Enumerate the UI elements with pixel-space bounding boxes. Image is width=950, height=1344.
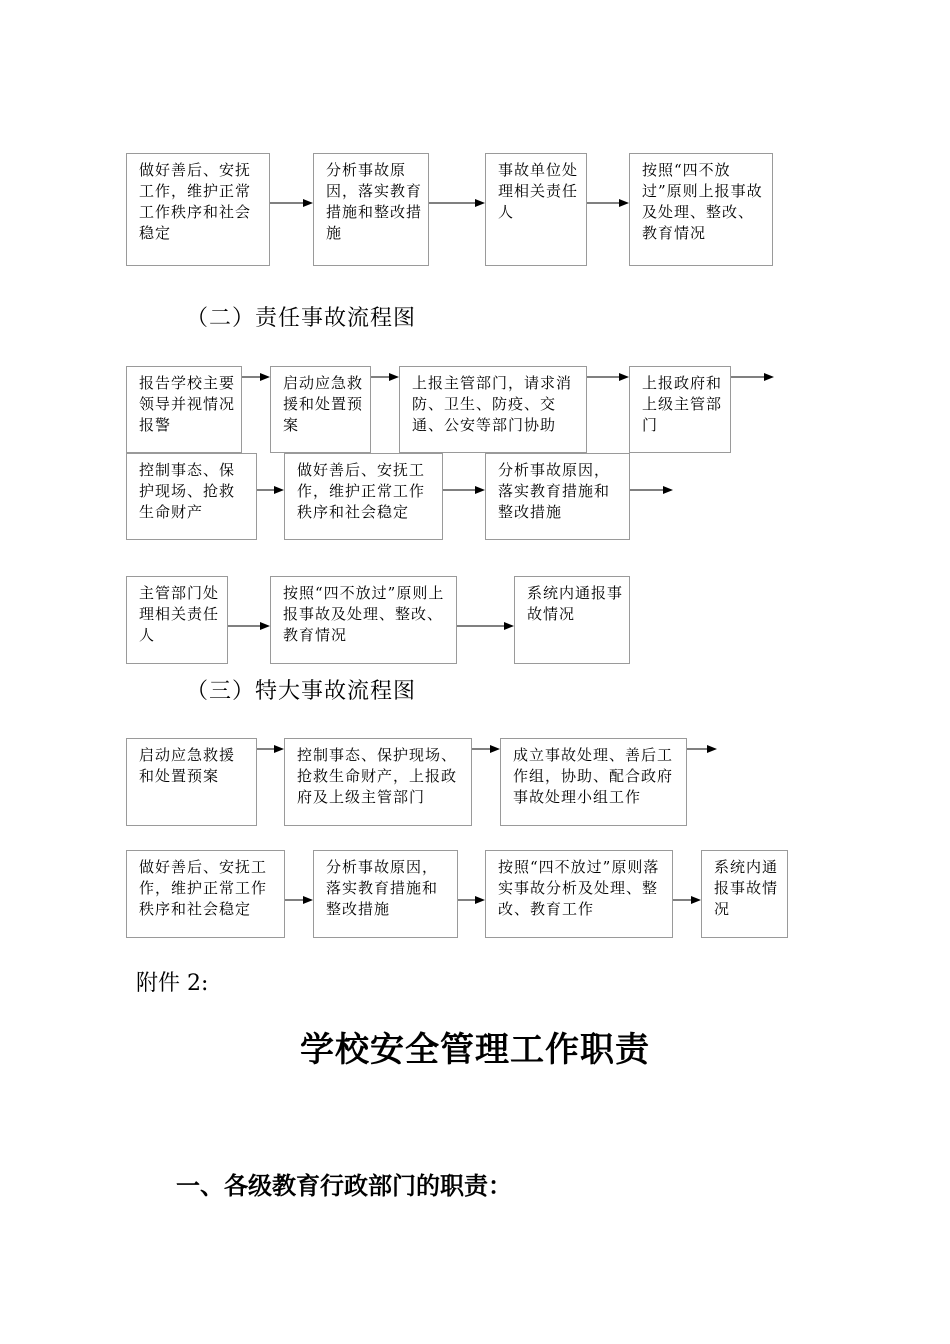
- flow-box: 上报主管部门，请求消防、卫生、防疫、交通、公安等部门协助: [399, 366, 587, 453]
- flow-box: 按照“四不放过”原则落实事故分析及处理、整改、教育工作: [485, 850, 673, 938]
- section-heading: （三）特大事故流程图: [186, 679, 417, 704]
- flow-box: 启动应急救援和处置预案: [126, 738, 257, 826]
- flow-box: 控制事态、保护现场、抢救生命财产，上报政府及上级主管部门: [284, 738, 472, 826]
- flow-box: 分析事故原因，落实教育措施和整改措施: [313, 153, 429, 266]
- flow-box: 分析事故原因，落实教育措施和整改措施: [485, 453, 630, 540]
- flow-box: 按照“四不放过”原则上报事故及处理、整改、教育情况: [629, 153, 773, 266]
- flow-box: 主管部门处理相关责任人: [126, 576, 228, 664]
- flow-box: 分析事故原因，落实教育措施和整改措施: [313, 850, 458, 938]
- document-title: 学校安全管理工作职责: [300, 1030, 650, 1070]
- flow-box: 控制事态、保护现场、抢救生命财产: [126, 453, 257, 540]
- flow-box: 事故单位处理相关责任人: [485, 153, 587, 266]
- flow-box: 按照“四不放过”原则上报事故及处理、整改、教育情况: [270, 576, 457, 664]
- flow-box: 做好善后、安抚工作，维护正常工作秩序和社会稳定: [126, 850, 285, 938]
- flow-box: 成立事故处理、善后工作组，协助、配合政府事故处理小组工作: [500, 738, 687, 826]
- annex-label: 附件 2:: [136, 971, 209, 996]
- flow-box: 系统内通报事故情况: [701, 850, 788, 938]
- section-heading: （二）责任事故流程图: [186, 306, 417, 331]
- section-heading: 一、各级教育行政部门的职责：: [176, 1172, 512, 1200]
- flow-box: 上报政府和上级主管部门: [629, 366, 731, 453]
- flow-box: 启动应急救援和处置预案: [270, 366, 371, 453]
- flow-box: 报告学校主要领导并视情况报警: [126, 366, 242, 453]
- flow-box: 做好善后、安抚工作，维护正常工作秩序和社会稳定: [284, 453, 443, 540]
- flow-box: 系统内通报事故情况: [514, 576, 630, 664]
- flow-box: 做好善后、安抚工作，维护正常工作秩序和社会稳定: [126, 153, 270, 266]
